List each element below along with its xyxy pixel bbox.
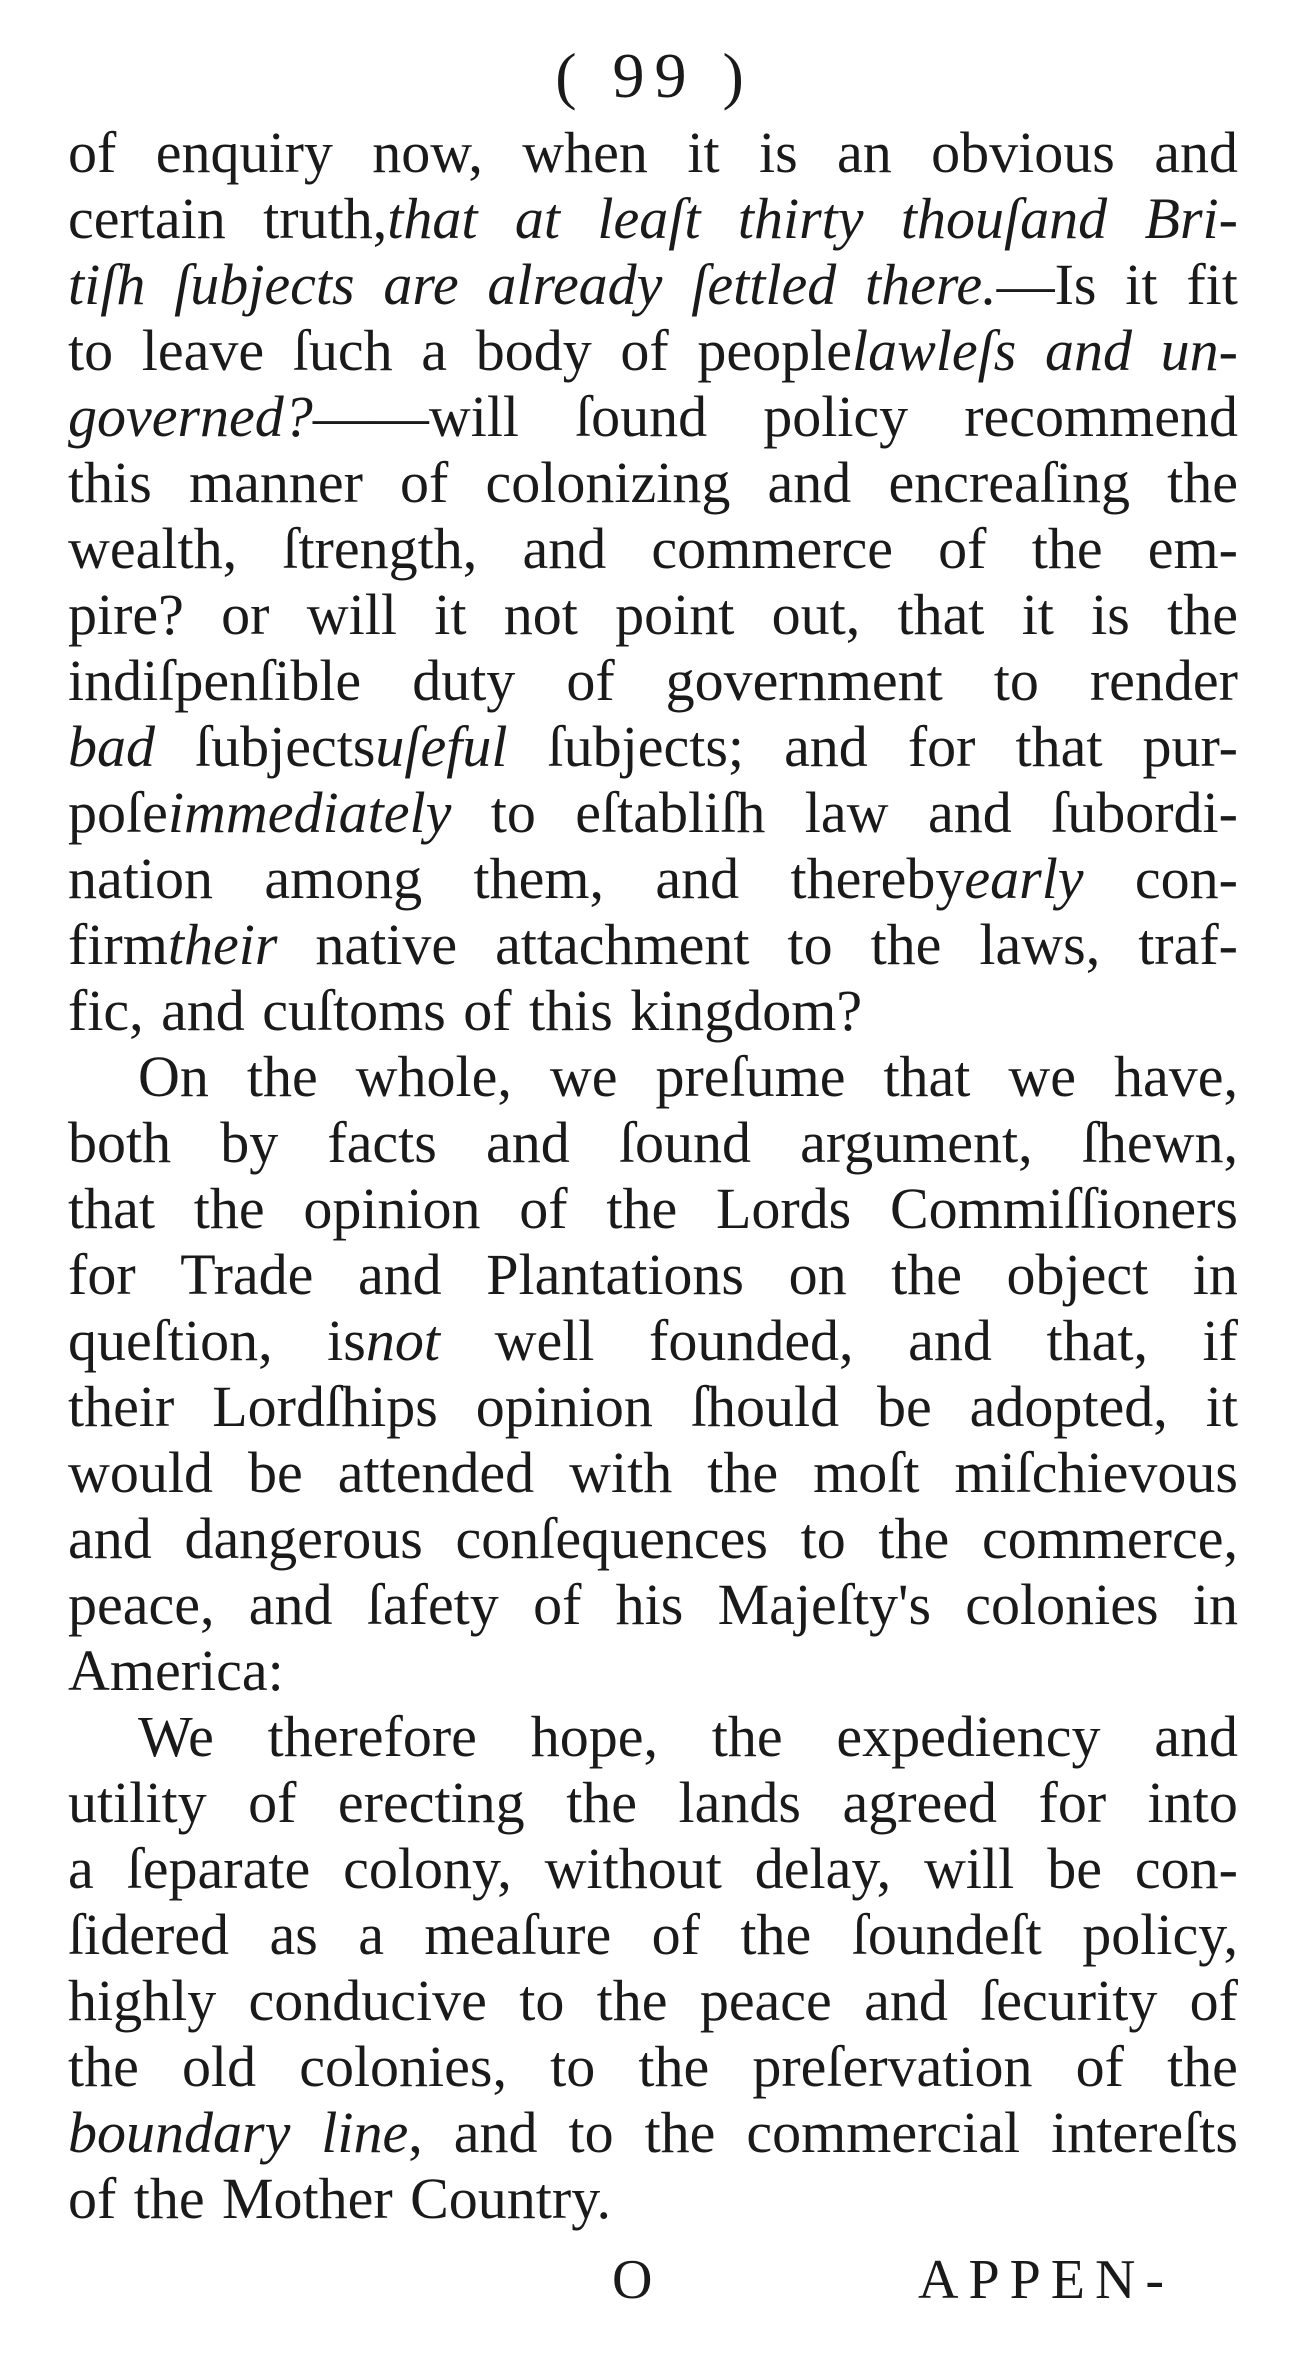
text-line: [68, 450, 1238, 516]
word: and: [784, 714, 868, 779]
word: —Is: [996, 252, 1097, 317]
word: it: [434, 582, 467, 647]
word: facts: [327, 1110, 437, 1175]
word: truth,: [263, 186, 388, 251]
word: be: [1047, 1836, 1102, 1901]
word: ſtrength,: [282, 516, 478, 581]
word: to: [550, 2034, 596, 2099]
word: delay,: [754, 1836, 892, 1901]
word: Mother: [221, 2166, 393, 2231]
word: the: [711, 1704, 783, 1769]
word: pur-: [1142, 714, 1238, 779]
word: body: [475, 318, 592, 383]
word: will: [306, 582, 397, 647]
word: Trade: [180, 1242, 314, 1307]
word: and: [1154, 120, 1238, 185]
word: ſubordi-: [1051, 780, 1238, 845]
word: to: [568, 2100, 614, 2165]
word: utility: [68, 1770, 207, 1835]
text-line: [68, 1242, 1238, 1308]
word: nation: [68, 846, 213, 911]
word: it: [687, 120, 720, 185]
word: it: [1125, 252, 1158, 317]
text-line: [68, 648, 1238, 714]
word: colonizing: [485, 450, 731, 515]
word: the: [870, 912, 942, 977]
word: intereſts: [1051, 2100, 1238, 2165]
text-line: [68, 1308, 1238, 1374]
word: a: [68, 1836, 94, 1901]
word: thouſand: [900, 186, 1108, 251]
text-line: [68, 1572, 1238, 1638]
word: thereby: [790, 846, 965, 911]
word: the: [133, 2166, 205, 2231]
word: of: [651, 1902, 700, 1967]
word: manner: [188, 450, 363, 515]
word: his: [615, 1572, 684, 1637]
text-line: [68, 1506, 1238, 1572]
word: and: [767, 450, 852, 515]
word-group: [697, 318, 1016, 384]
word: On: [138, 1044, 209, 1109]
word: the: [246, 1044, 318, 1109]
page-number: ( 99 ): [555, 40, 754, 111]
word-group: [790, 846, 1083, 912]
word: ſubjects;: [547, 714, 745, 779]
word: dangerous: [184, 1506, 423, 1571]
word: of: [566, 648, 615, 713]
word: now,: [372, 120, 483, 185]
word: ſuch: [292, 318, 393, 383]
word: there.: [865, 252, 997, 317]
word: lands: [678, 1770, 801, 1835]
word-group: [195, 714, 508, 780]
word: of: [1189, 1968, 1238, 2033]
word: bad: [68, 714, 155, 779]
word: by: [220, 1110, 279, 1175]
word: point: [615, 582, 735, 647]
word: the: [1031, 516, 1103, 581]
word: for: [1038, 1770, 1107, 1835]
word: in: [1192, 1242, 1238, 1307]
word: thirty: [737, 186, 864, 251]
word: peace: [699, 1968, 832, 2033]
word: for: [907, 714, 976, 779]
word: opinion: [475, 1374, 653, 1439]
word: and: [248, 1572, 333, 1637]
word: therefore: [267, 1704, 477, 1769]
word: a: [358, 1902, 384, 1967]
word: boundary: [68, 2100, 291, 2165]
word: native: [315, 912, 458, 977]
text-line: [68, 912, 1238, 978]
word: that: [387, 186, 478, 251]
word: firm: [68, 912, 168, 977]
text-line: [68, 714, 1238, 780]
word: attended: [337, 1440, 535, 1505]
word: colonies: [965, 1572, 1159, 1637]
text-line: [68, 1638, 1238, 1704]
word: adopted,: [969, 1374, 1168, 1439]
word: of: [68, 120, 117, 185]
word: that: [68, 1176, 155, 1241]
word: the: [193, 1176, 265, 1241]
word: We: [138, 1704, 214, 1769]
word: to: [490, 780, 536, 845]
word: to: [993, 648, 1039, 713]
word: old: [181, 2034, 257, 2099]
word: ſettled: [691, 252, 837, 317]
word: is: [1091, 582, 1130, 647]
word: commerce,: [981, 1506, 1238, 1571]
word: poſe: [68, 780, 168, 845]
text-line: [68, 2100, 1238, 2166]
word: both: [68, 1110, 172, 1175]
word: and: [927, 780, 1012, 845]
word: early: [964, 846, 1084, 911]
text-line: [68, 582, 1238, 648]
word: commerce: [651, 516, 893, 581]
word: the: [1167, 450, 1238, 515]
word: and: [655, 846, 740, 911]
word: preſume: [655, 1044, 846, 1109]
word: leave: [141, 318, 265, 383]
word: to: [519, 1968, 565, 2033]
word: miſchievous: [954, 1440, 1238, 1505]
text-line: [68, 780, 1238, 846]
word: the: [1167, 2034, 1238, 2099]
word: indiſpenſible: [68, 648, 362, 713]
word: of: [400, 450, 449, 515]
word: fic,: [68, 978, 144, 1043]
word: agreed: [842, 1770, 998, 1835]
word: of: [519, 1176, 568, 1241]
word: Country.: [410, 2166, 611, 2231]
word-group: [68, 384, 519, 450]
word: ſidered: [68, 1902, 230, 1967]
word: of: [248, 1770, 297, 1835]
word: this: [68, 450, 152, 515]
catchword: APPEN-: [918, 2249, 1175, 2311]
word: recommend: [964, 384, 1238, 449]
word: immediately: [167, 780, 452, 845]
word: ſubjects: [174, 252, 355, 317]
word-group: [263, 186, 477, 252]
paragraph: [68, 1704, 1238, 2232]
word: enquiry: [155, 120, 333, 185]
word: commercial: [746, 2100, 1021, 2165]
word: among: [264, 846, 423, 911]
word: and: [864, 1968, 948, 2033]
word: on: [788, 1242, 847, 1307]
word: to: [787, 912, 833, 977]
word-group: [865, 252, 1096, 318]
word: as: [269, 1902, 318, 1967]
text-line: [68, 1176, 1238, 1242]
text-line: [68, 120, 1238, 186]
word: the: [638, 2034, 710, 2099]
word: erecting: [337, 1770, 525, 1835]
word: of: [620, 318, 669, 383]
word: or: [221, 582, 270, 647]
word: out,: [771, 582, 861, 647]
word: laws,: [979, 912, 1101, 977]
word: the: [644, 2100, 716, 2165]
word: be: [247, 1440, 303, 1505]
word: argument,: [800, 1110, 1033, 1175]
word: that: [897, 582, 985, 647]
word: to: [800, 1506, 846, 1571]
word: is: [758, 120, 798, 185]
word: Commiſſioners: [890, 1176, 1238, 1241]
word: not: [503, 582, 578, 647]
word: Bri-: [1144, 186, 1238, 251]
word: law: [804, 780, 889, 845]
word: their: [68, 1374, 175, 1439]
word: an: [837, 120, 892, 185]
word: ſafety: [366, 1572, 499, 1637]
word: would: [68, 1440, 213, 1505]
word: well: [494, 1308, 595, 1373]
word: into: [1147, 1770, 1238, 1835]
word: the: [707, 1440, 779, 1505]
word: preſervation: [752, 2034, 1033, 2099]
word: ſhould: [690, 1374, 840, 1439]
word: Majeſty's: [717, 1572, 932, 1637]
word: will: [924, 1836, 1015, 1901]
word: hope,: [530, 1704, 658, 1769]
text-line: [68, 846, 1238, 912]
word: ſoundeſt: [851, 1902, 1042, 1967]
text-line: [68, 384, 1238, 450]
word: Plantations: [486, 1242, 745, 1307]
word: and: [453, 2100, 538, 2165]
text-line: [68, 516, 1238, 582]
word: cuſtoms: [262, 978, 446, 1043]
word: pire?: [68, 582, 184, 647]
word: em-: [1147, 516, 1238, 581]
word: that,: [1046, 1308, 1148, 1373]
signature-mark: O: [612, 2249, 653, 2311]
word: opinion: [303, 1176, 481, 1241]
word: of: [533, 1572, 582, 1637]
word: moſt: [813, 1440, 920, 1505]
word: we: [549, 1044, 618, 1109]
word: policy,: [1082, 1902, 1238, 1967]
word: certain: [68, 186, 226, 251]
word: at: [514, 186, 560, 251]
word: the: [878, 1506, 950, 1571]
word-group: [327, 1308, 440, 1374]
text-line: [68, 1836, 1238, 1902]
word: colonies,: [299, 2034, 507, 2099]
word: Lordſhips: [212, 1374, 438, 1439]
word: that: [1015, 714, 1103, 779]
word: ,: [408, 2100, 423, 2165]
word: government: [665, 648, 943, 713]
word: it: [1205, 1374, 1238, 1439]
word: ——will: [312, 384, 520, 449]
word: ſound: [575, 384, 708, 449]
word: obvious: [931, 120, 1115, 185]
word: and: [1154, 1704, 1238, 1769]
word: leaſt: [597, 186, 701, 251]
page-footer: [0, 2248, 1309, 2318]
word: with: [569, 1440, 673, 1505]
word: already: [487, 252, 663, 317]
word: line: [321, 2100, 409, 2165]
word: expediency: [836, 1704, 1101, 1769]
word: their: [167, 912, 278, 977]
word: un-: [1160, 318, 1238, 383]
word: con-: [1134, 846, 1238, 911]
word: for: [68, 1242, 136, 1307]
word: of: [938, 516, 987, 581]
word: attachment: [495, 912, 750, 977]
word: this: [528, 978, 613, 1043]
word: and: [68, 1506, 152, 1571]
word: duty: [412, 648, 516, 713]
word: are: [383, 252, 459, 317]
word: the: [740, 1902, 812, 1967]
word: to: [68, 318, 114, 383]
word: policy: [763, 384, 909, 449]
word-group: [321, 2100, 422, 2166]
word: the: [891, 1242, 962, 1307]
body-text: [68, 120, 1238, 2232]
word: of: [68, 2166, 117, 2231]
word: a: [421, 318, 448, 383]
word: that: [883, 1044, 971, 1109]
word: and: [161, 978, 245, 1043]
word: we: [1008, 1044, 1077, 1109]
word: when: [522, 120, 648, 185]
word: it: [1021, 582, 1054, 647]
paragraph: [68, 120, 1238, 1044]
word: ſhewn,: [1081, 1110, 1238, 1175]
word: meaſure: [424, 1902, 612, 1967]
word: render: [1089, 648, 1238, 713]
text-line: [68, 1374, 1238, 1440]
word: Lords: [715, 1176, 852, 1241]
word: if: [1202, 1308, 1238, 1373]
word: without: [544, 1836, 722, 1901]
word: whole,: [355, 1044, 512, 1109]
paragraph: [68, 1044, 1238, 1704]
word: ſecurity: [980, 1968, 1158, 2033]
word: in: [1192, 1572, 1238, 1637]
text-line: [68, 252, 1238, 318]
word-group: [68, 780, 451, 846]
word: ſubjects: [195, 714, 376, 779]
text-line: [68, 2034, 1238, 2100]
word: queſtion,: [68, 1308, 273, 1373]
word: colony,: [343, 1836, 512, 1901]
word: and: [522, 516, 607, 581]
word: have,: [1113, 1044, 1238, 1109]
text-line: [68, 1110, 1238, 1176]
word: and: [486, 1110, 570, 1175]
word-group: [68, 912, 277, 978]
word: ſeparate: [126, 1836, 311, 1901]
word: and: [908, 1308, 992, 1373]
word: lawleſs: [851, 318, 1017, 383]
word: con-: [1134, 1836, 1238, 1901]
word: of: [1075, 2034, 1124, 2099]
text-line: [68, 2166, 1238, 2232]
word: eſtabliſh: [575, 780, 766, 845]
word: the: [596, 1968, 668, 2033]
word: uſeful: [375, 714, 508, 779]
word: and: [1044, 318, 1132, 383]
text-line: [68, 1902, 1238, 1968]
text-line: [68, 1770, 1238, 1836]
word: the: [68, 2034, 139, 2099]
word: conducive: [248, 1968, 487, 2033]
word: founded,: [649, 1308, 854, 1373]
word: object: [1006, 1242, 1149, 1307]
text-line: [68, 978, 1238, 1044]
word: be: [877, 1374, 932, 1439]
word: wealth,: [68, 516, 238, 581]
word: encreaſing: [888, 450, 1130, 515]
word: highly: [68, 1968, 217, 2033]
text-line: [68, 318, 1238, 384]
text-line: [68, 1968, 1238, 2034]
word: them,: [473, 846, 605, 911]
word: tiſh: [68, 252, 146, 317]
text-line: [68, 1440, 1238, 1506]
word: kingdom?: [630, 978, 863, 1043]
word: traf-: [1138, 912, 1238, 977]
word: America:: [68, 1638, 284, 1703]
text-line: [68, 186, 1238, 252]
word: peace,: [68, 1572, 215, 1637]
word: conſequences: [455, 1506, 768, 1571]
word: the: [606, 1176, 678, 1241]
word: of: [463, 978, 512, 1043]
text-line: [68, 1704, 1238, 1770]
word: and: [357, 1242, 442, 1307]
word: the: [1167, 582, 1238, 647]
word: people: [697, 318, 852, 383]
word: not: [365, 1308, 440, 1373]
word: is: [327, 1308, 366, 1373]
word: governed?: [68, 384, 313, 449]
word: the: [566, 1770, 638, 1835]
word: ſound: [618, 1110, 751, 1175]
text-line: [68, 1044, 1238, 1110]
word: fit: [1186, 252, 1238, 317]
